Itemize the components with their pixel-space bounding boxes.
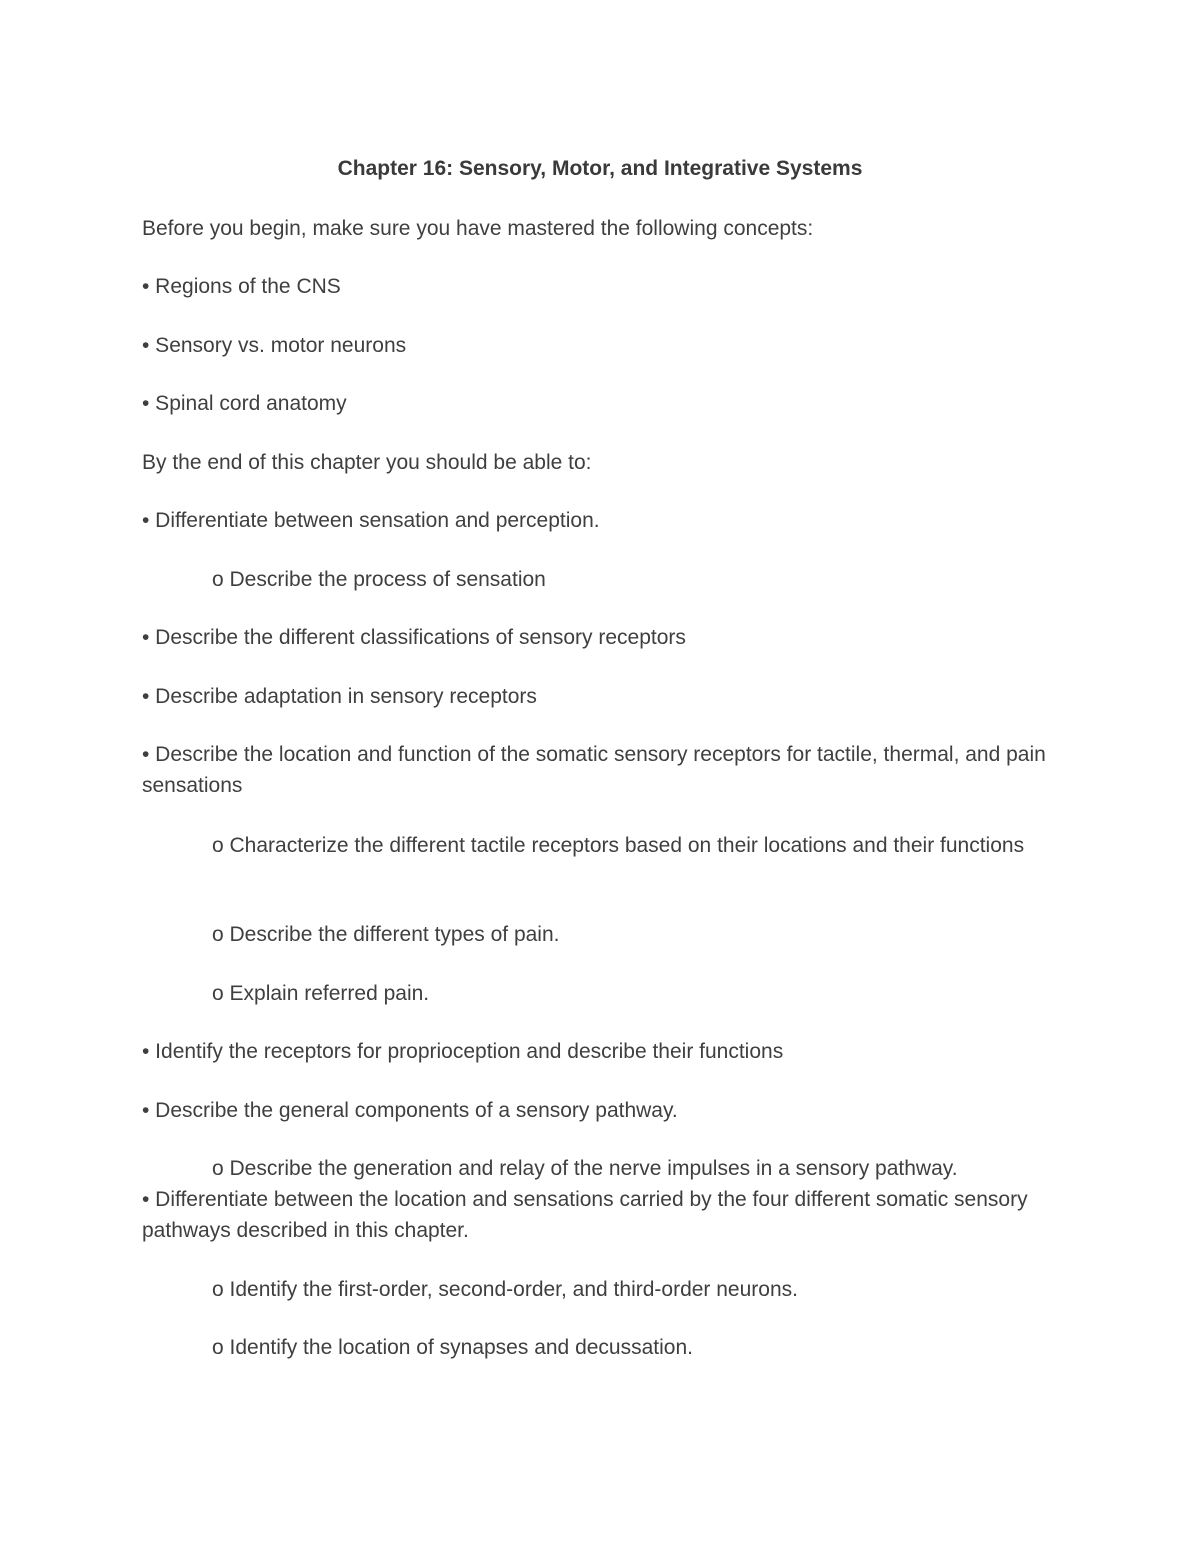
objective-item: • Describe adaptation in sensory receptors xyxy=(142,685,537,708)
intro-after: By the end of this chapter you should be able to: xyxy=(142,451,592,474)
intro-before: Before you begin, make sure you have mastered the following concepts: xyxy=(142,217,814,240)
objective-subitem: o Describe the process of sensation xyxy=(212,568,546,591)
objective-item: • Describe the different classifications of sensory receptors xyxy=(142,626,686,649)
objective-item: • Describe the general components of a sensory pathway. xyxy=(142,1099,678,1122)
objective-subitem: o Describe the generation and relay of the nerve impulses in a sensory pathway. xyxy=(212,1157,958,1180)
objective-subitem: o Identify the location of synapses and decussation. xyxy=(212,1336,693,1359)
objective-subitem: o Describe the different types of pain. xyxy=(212,923,560,946)
objective-item: • Identify the receptors for proprioception and describe their functions xyxy=(142,1040,784,1063)
objective-item: • Differentiate between the location and sensations carried by the four different somatic sensory pathways described in this chapter. xyxy=(142,1188,1028,1242)
objective-subitem: o Identify the first-order, second-order, and third-order neurons. xyxy=(212,1278,798,1301)
prereq-item: • Spinal cord anatomy xyxy=(142,392,347,415)
objective-subitem: o Explain referred pain. xyxy=(212,982,430,1005)
document-title: Chapter 16: Sensory, Motor, and Integrative Systems xyxy=(337,157,863,180)
objective-subitem: o Characterize the different tactile receptors based on their locations and their functions xyxy=(212,834,1025,857)
objective-item: • Describe the location and function of the somatic sensory receptors for tactile, thermal, and pain sensations xyxy=(142,743,1046,797)
prereq-item: • Sensory vs. motor neurons xyxy=(142,334,407,357)
prereq-item: • Regions of the CNS xyxy=(142,275,341,298)
objective-item: • Differentiate between sensation and perception. xyxy=(142,509,600,532)
